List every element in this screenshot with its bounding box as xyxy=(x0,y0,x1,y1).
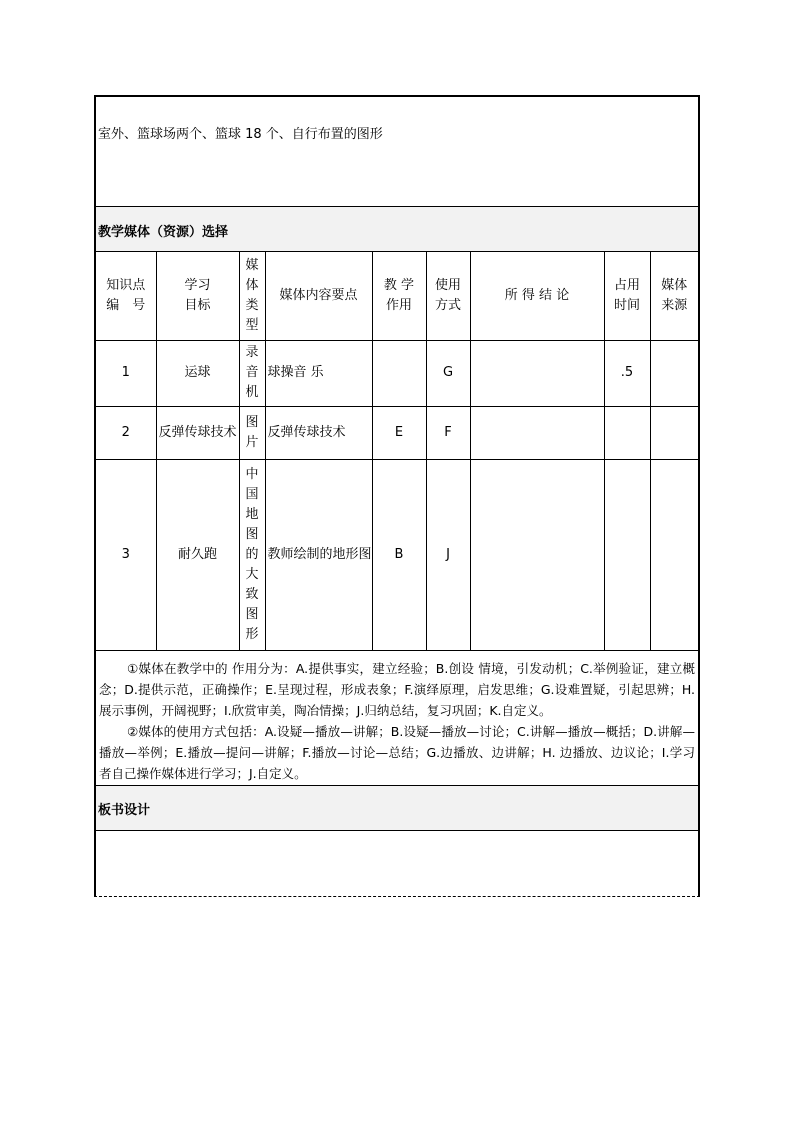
board-title-text: 板书设计 xyxy=(98,803,151,818)
header-time-line1: 占用 xyxy=(613,277,640,293)
media-notes-section xyxy=(96,650,698,786)
header-usage xyxy=(426,252,470,340)
row3-time xyxy=(604,459,650,650)
row1-content: 球操音 乐 xyxy=(265,340,372,406)
table-row xyxy=(96,340,698,406)
row1-role xyxy=(372,340,426,406)
table-row xyxy=(96,406,698,459)
header-time-line2: 时间 xyxy=(613,297,640,313)
row3-no: 3 xyxy=(96,459,156,650)
row2-conclusion xyxy=(470,406,604,459)
lesson-plan-frame xyxy=(94,95,700,897)
row1-source xyxy=(650,340,698,406)
header-role-line1: 教 学 xyxy=(383,277,415,293)
media-usage-note: ②媒体的使用方式包括：A.设疑—播放—讲解；B.设疑—播放—讨论；C.讲解—播放—概括；D.讲解—播放—举例；E.播放—提问—讲解；F.播放—讨论—总结；G.边播放、边讲解；H. 边播放、边议论；I.学习者自己操作媒体进行学习；J.自定义。 xyxy=(99,724,695,781)
materials-text: 室外、篮球场两个、篮球 18 个、自行布置的图形 xyxy=(98,127,383,142)
row2-type-cell xyxy=(239,406,265,459)
media-section-title xyxy=(96,207,698,252)
row3-type-cell xyxy=(239,459,265,650)
header-usage-line2: 方式 xyxy=(434,297,461,313)
board-design-title xyxy=(96,786,698,831)
header-conclusion xyxy=(470,252,604,340)
row1-usage: G xyxy=(426,340,470,406)
materials-section xyxy=(96,97,698,207)
row2-goal: 反弹传球技术 xyxy=(156,406,239,459)
row1-type: 录音机 xyxy=(245,345,259,400)
header-point-no xyxy=(96,252,156,340)
header-role-line2: 作用 xyxy=(385,297,412,313)
header-goal-line2: 目标 xyxy=(184,297,211,313)
header-point-no-line1: 知识点 xyxy=(106,277,146,293)
row2-usage: F xyxy=(426,406,470,459)
header-media-type-text: 媒体类型 xyxy=(245,257,259,333)
header-conclusion-text: 所 得 结 论 xyxy=(504,287,570,303)
row3-conclusion xyxy=(470,459,604,650)
header-point-no-line2: 编 号 xyxy=(106,297,146,313)
row3-goal: 耐久跑 xyxy=(156,459,239,650)
row3-role: B xyxy=(372,459,426,650)
header-time xyxy=(604,252,650,340)
row1-goal: 运球 xyxy=(156,340,239,406)
header-goal xyxy=(156,252,239,340)
table-header-row xyxy=(96,252,698,340)
header-content-text: 媒体内容要点 xyxy=(279,287,358,303)
row1-time: .5 xyxy=(604,340,650,406)
row1-conclusion xyxy=(470,340,604,406)
header-content xyxy=(265,252,372,340)
row1-type-cell xyxy=(239,340,265,406)
row2-type: 图片 xyxy=(245,414,259,450)
table-row xyxy=(96,459,698,650)
row3-usage: J xyxy=(426,459,470,650)
row3-type: 中国地图的大致图形 xyxy=(245,466,259,642)
header-role xyxy=(372,252,426,340)
row2-role: E xyxy=(372,406,426,459)
row1-no: 1 xyxy=(96,340,156,406)
header-source xyxy=(650,252,698,340)
row2-no: 2 xyxy=(96,406,156,459)
media-role-note: ①媒体在教学中的 作用分为：A.提供事实，建立经验；B.创设 情境，引发动机；C.举例验证，建立概念；D.提供示范，正确操作；E.呈现过程，形成表象；F.演绎原理，启发思维；G.设难置疑，引起思辨；H.展示事例，开阔视野；I.欣赏审美，陶冶情操；J.归纳总结，复习巩固；K.自定义。 xyxy=(99,661,695,718)
header-source-line1: 媒体 xyxy=(661,277,688,293)
row3-source xyxy=(650,459,698,650)
header-goal-line1: 学习 xyxy=(184,277,211,293)
media-table xyxy=(96,252,698,651)
page-cut-line xyxy=(94,896,700,897)
header-source-line2: 来源 xyxy=(661,297,688,313)
row2-content: 反弹传球技术 xyxy=(265,406,372,459)
row2-source xyxy=(650,406,698,459)
header-usage-line1: 使用 xyxy=(434,277,461,293)
media-title-text: 教学媒体（资源）选择 xyxy=(98,225,229,240)
header-media-type xyxy=(239,252,265,340)
row3-content: 教师绘制的地形图 xyxy=(265,459,372,650)
row2-time xyxy=(604,406,650,459)
